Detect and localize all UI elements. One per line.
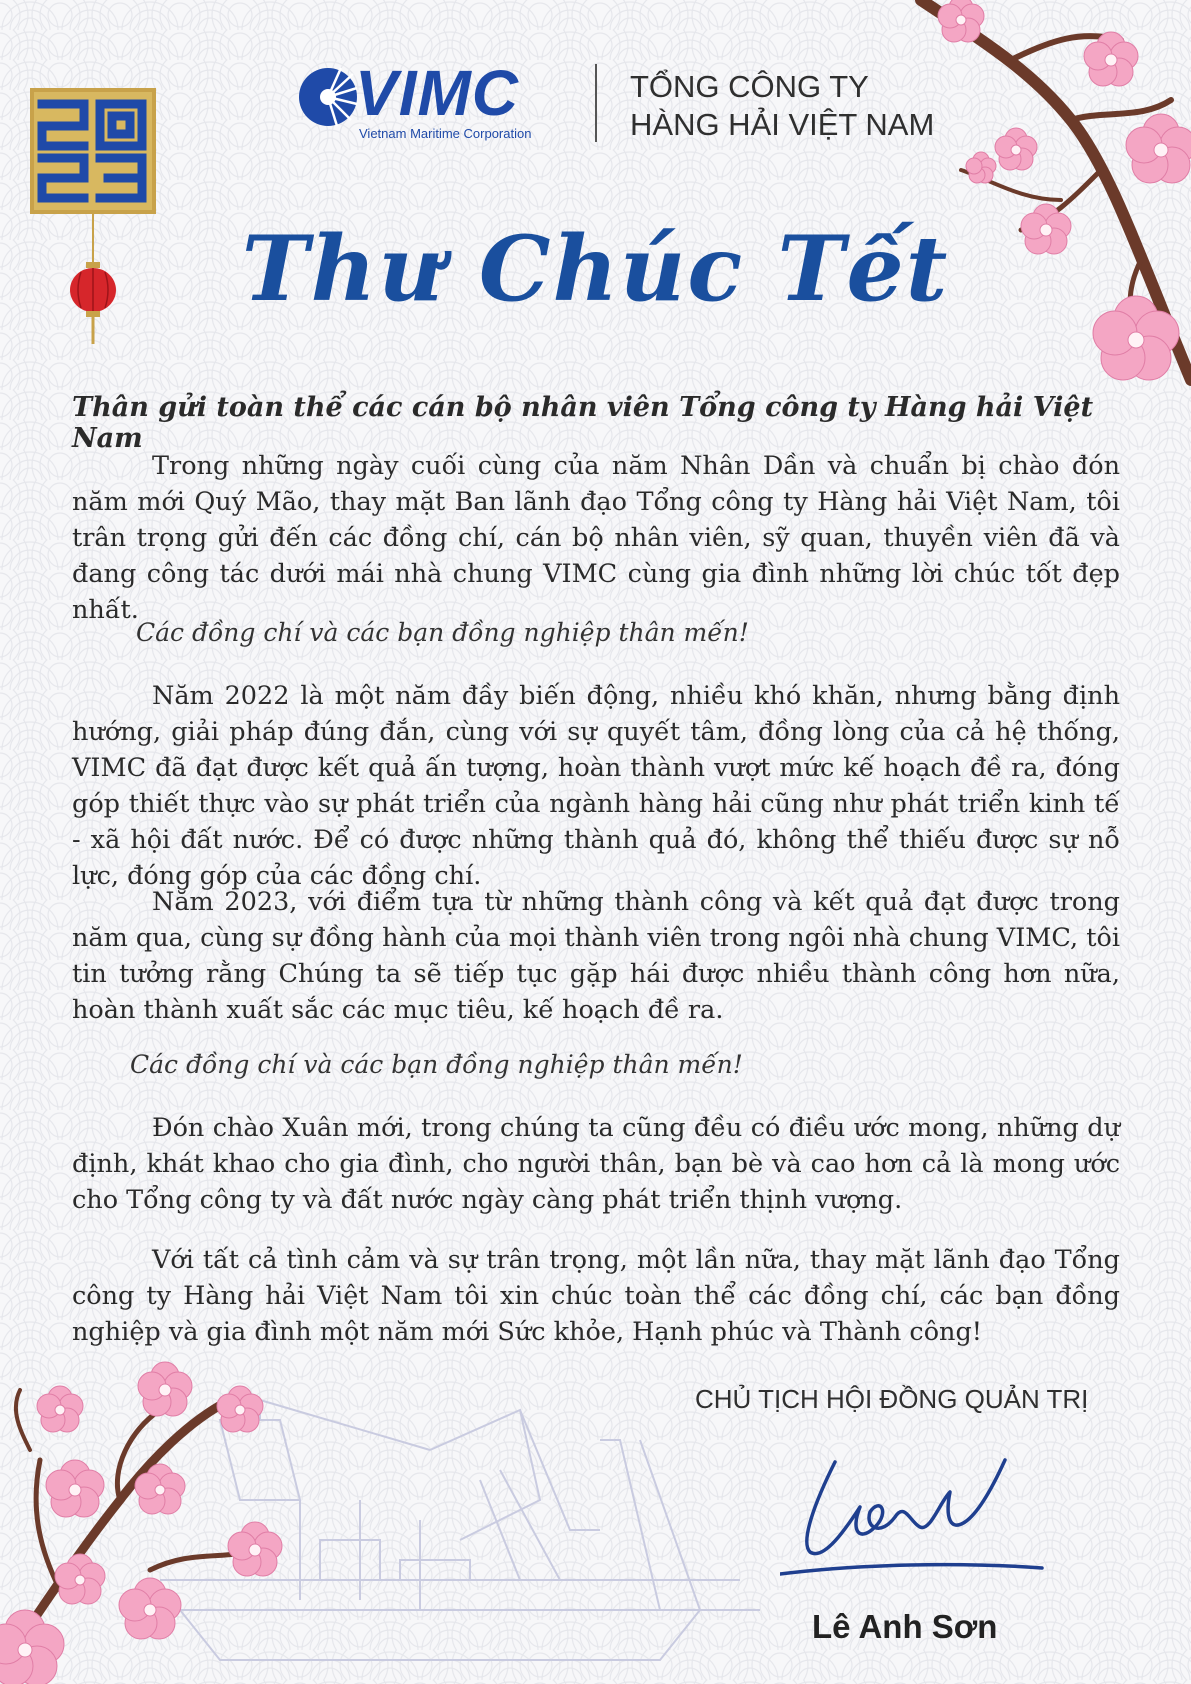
paragraph-3 xyxy=(72,884,1120,1028)
cherry-blossom-branch-top-right xyxy=(901,0,1191,420)
signer-name: Lê Anh Sơn xyxy=(812,1608,998,1645)
paragraph-5-text: Với tất cả tình cảm và sự trân trọng, một lần nữa, thay mặt lãnh đạo Tổng công ty Hàng hải Việt Nam tôi xin chúc toàn thể các đồng chí, các bạn đồng nghiệp và gia đình một năm mới Sức khỏe, Hạnh phúc và Thành công! xyxy=(72,1245,1120,1347)
paragraph-2-text: Năm 2022 là một năm đầy biến động, nhiều khó khăn, nhưng bằng định hướng, giải pháp đúng đắn, cùng với sự quyết tâm, đồng lòng của cả hệ thống, VIMC đã đạt được kết quả ấn tượng, hoàn thành vượt mức kế hoạch đề ra, đóng góp thiết thực vào sự phát triển của ngành hàng hải cũng như phát triển kinh tế - xã hội đất nước. Để có được những thành quả đó, không thể thiếu được sự nỗ lực, đóng góp của các đồng chí. xyxy=(72,681,1120,891)
year-2023-emblem xyxy=(30,88,156,214)
paragraph-4-text: Đón chào Xuân mới, trong chúng ta cũng đều có điều ước mong, những dự định, khát khao cho gia đình, cho người thân, bạn bè và cao hơn cả là mong ước cho Tổng công ty và đất nước ngày càng phát triển thịnh vượng. xyxy=(72,1113,1120,1215)
paragraph-4 xyxy=(72,1110,1120,1218)
paragraph-5 xyxy=(72,1242,1120,1350)
greeting-line: Thân gửi toàn thể các cán bộ nhân viên Tổng công ty Hàng hải Việt Nam xyxy=(72,392,1094,454)
paragraph-2 xyxy=(72,678,1120,894)
company-name-line2: HÀNG HẢI VIỆT NAM xyxy=(630,107,935,142)
paragraph-1-text: Trong những ngày cuối cùng của năm Nhân Dần và chuẩn bị chào đón năm mới Quý Mão, thay mặt Ban lãnh đạo Tổng công ty Hàng hải Việt Nam, tôi trân trọng gửi đến các đồng chí, cán bộ nhân viên, sỹ quan, thuyền viên đã và đang công tác dưới mái nhà chung VIMC cùng gia đình những lời chúc tốt đẹp nhất. xyxy=(72,451,1120,625)
logo-divider xyxy=(595,64,597,142)
vimc-sun-icon xyxy=(297,66,359,128)
vimc-brand-subtitle: Vietnam Maritime Corporation xyxy=(359,126,532,141)
salutation-2: Các đồng chí và các bạn đồng nghiệp thân mến! xyxy=(130,1050,743,1079)
vimc-brand-text: VIMC xyxy=(355,57,519,129)
cherry-blossom-branch-bottom-left xyxy=(0,1350,300,1684)
letter-title: Thư Chúc Tết xyxy=(241,216,950,322)
vimc-logo-header xyxy=(297,57,937,152)
signer-title: CHỦ TỊCH HỘI ĐỒNG QUẢN TRỊ xyxy=(695,1384,1089,1414)
paragraph-3-text: Năm 2023, với điểm tựa từ những thành công và kết quả đạt được trong năm qua, cùng sự đồng hành của mọi thành viên trong ngôi nhà chung VIMC, tôi tin tưởng rằng Chúng ta sẽ tiếp tục gặp hái được nhiều thành công hơn nữa, hoàn thành xuất sắc các mục tiêu, kế hoạch đề ra. xyxy=(72,887,1120,1025)
company-name xyxy=(630,68,934,144)
blossom-flowers xyxy=(938,0,1191,380)
salutation-1: Các đồng chí và các bạn đồng nghiệp thân mến! xyxy=(136,618,749,647)
paragraph-1 xyxy=(72,448,1120,628)
company-name-line1: TỔNG CÔNG TY xyxy=(630,69,869,104)
handwritten-signature xyxy=(780,1452,1060,1582)
